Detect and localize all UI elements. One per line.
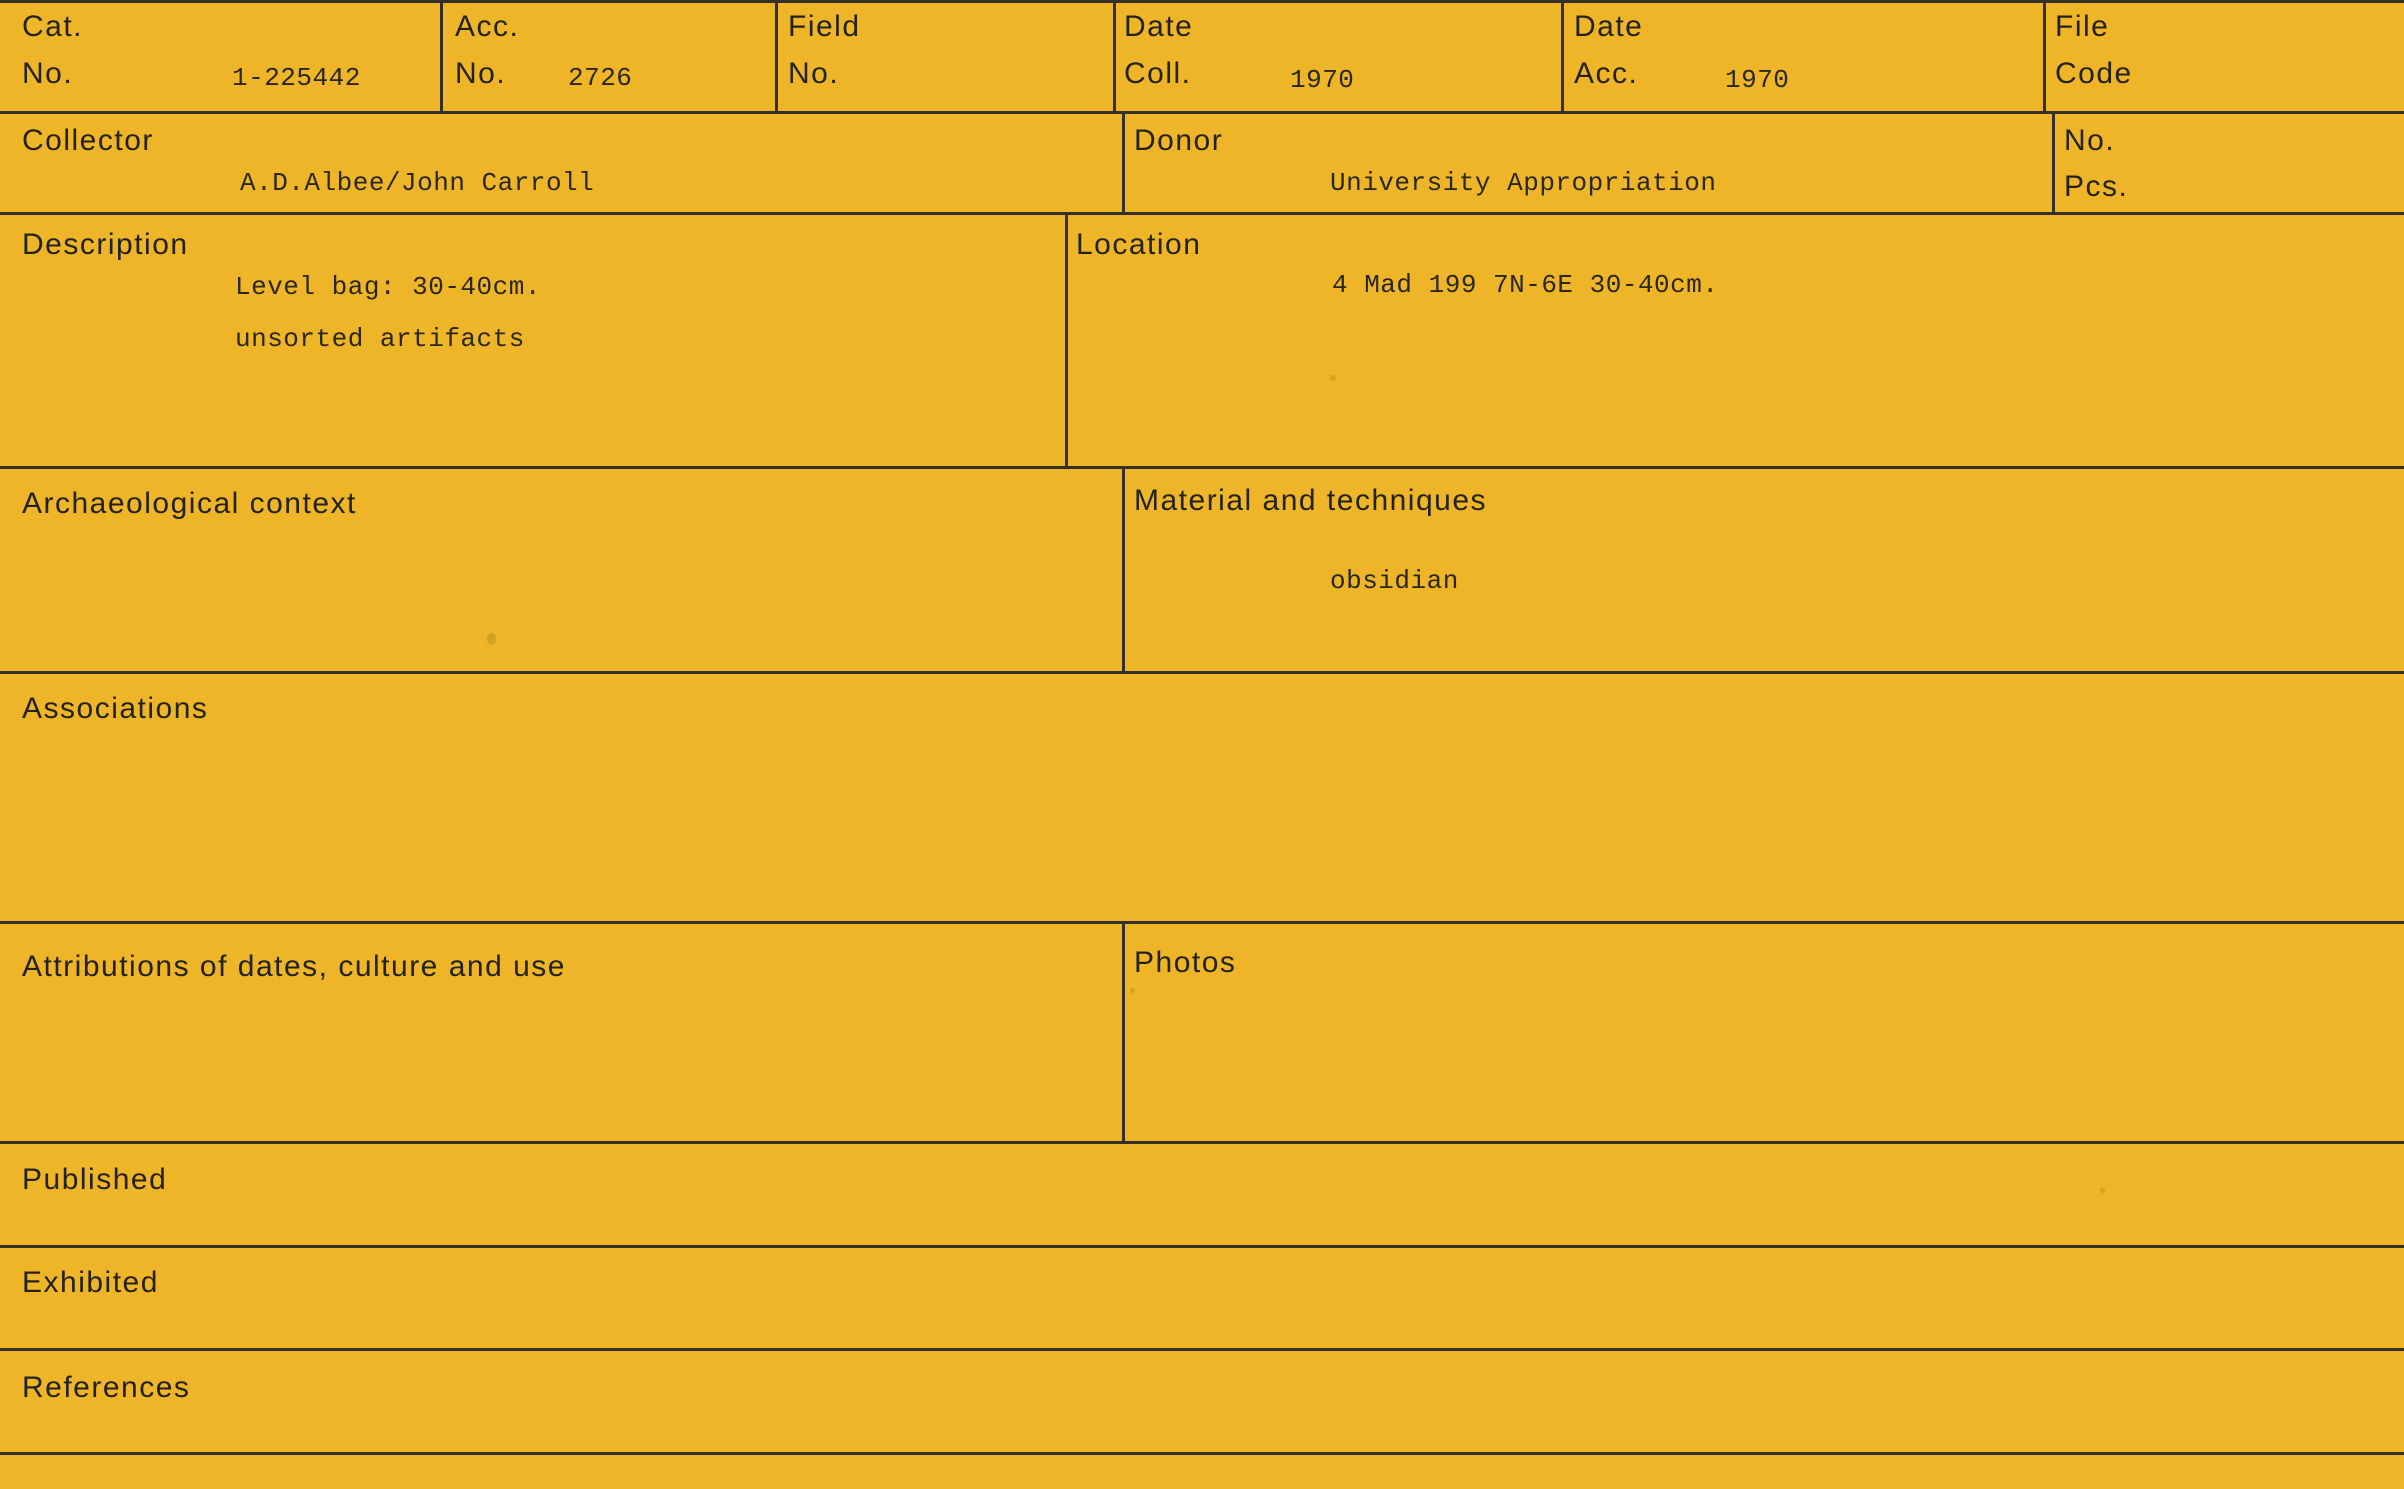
divider-description-location bbox=[1065, 212, 1068, 466]
location-value: 4 Mad 199 7N-6E 30-40cm. bbox=[1332, 270, 1719, 300]
rule-row3-bottom bbox=[0, 466, 2404, 469]
no-pcs-label-line2: Pcs. bbox=[2064, 170, 2129, 203]
description-value-line1: Level bag: 30-40cm. bbox=[235, 272, 541, 302]
cat-no-value: 1-225442 bbox=[232, 63, 361, 93]
photos-label: Photos bbox=[1134, 946, 1237, 979]
rule-row1-bottom bbox=[0, 111, 2404, 114]
published-label: Published bbox=[22, 1163, 168, 1196]
attributions-label: Attributions of dates, culture and use bbox=[22, 950, 566, 983]
paper-mark bbox=[487, 633, 496, 645]
cat-no-label-line1: Cat. bbox=[22, 10, 84, 43]
divider-collector-donor bbox=[1122, 111, 1125, 212]
acc-no-label-line1: Acc. bbox=[455, 10, 520, 43]
rule-row6-bottom bbox=[0, 1141, 2404, 1144]
acc-no-label-line2: No. bbox=[455, 57, 507, 90]
date-acc-label-line1: Date bbox=[1574, 10, 1644, 43]
date-coll-label-line1: Date bbox=[1124, 10, 1194, 43]
collector-label: Collector bbox=[22, 124, 154, 157]
paper-mark bbox=[2100, 1188, 2105, 1193]
date-acc-label-line2: Acc. bbox=[1574, 57, 1639, 90]
date-acc-value: 1970 bbox=[1725, 65, 1790, 95]
rule-bottom bbox=[0, 1452, 2404, 1455]
no-pcs-label-line1: No. bbox=[2064, 124, 2116, 157]
divider-donor-nopcs bbox=[2052, 111, 2055, 212]
rule-row7-bottom bbox=[0, 1245, 2404, 1248]
donor-value: University Appropriation bbox=[1330, 168, 1717, 198]
file-code-label-line1: File bbox=[2055, 10, 2110, 43]
archaeological-context-label: Archaeological context bbox=[22, 487, 357, 520]
exhibited-label: Exhibited bbox=[22, 1266, 159, 1299]
paper-mark bbox=[1130, 988, 1135, 993]
rule-row8-bottom bbox=[0, 1348, 2404, 1351]
field-no-label-line2: No. bbox=[788, 57, 840, 90]
divider-dateacc-filecode bbox=[2043, 0, 2046, 111]
paper-mark bbox=[1330, 375, 1336, 381]
divider-field-datecoll bbox=[1113, 0, 1116, 111]
references-label: References bbox=[22, 1371, 191, 1404]
rule-row5-bottom bbox=[0, 921, 2404, 924]
file-code-label-line2: Code bbox=[2055, 57, 2133, 90]
donor-label: Donor bbox=[1134, 124, 1224, 157]
date-coll-label-line2: Coll. bbox=[1124, 57, 1192, 90]
rule-row4-bottom bbox=[0, 671, 2404, 674]
field-no-label-line1: Field bbox=[788, 10, 861, 43]
description-value-line2: unsorted artifacts bbox=[235, 324, 525, 354]
location-label: Location bbox=[1076, 228, 1202, 261]
divider-datecoll-dateacc bbox=[1561, 0, 1564, 111]
divider-attributions-photos bbox=[1122, 921, 1125, 1141]
cat-no-label-line2: No. bbox=[22, 57, 74, 90]
acc-no-value: 2726 bbox=[568, 63, 633, 93]
associations-label: Associations bbox=[22, 692, 209, 725]
material-techniques-label: Material and techniques bbox=[1134, 484, 1488, 517]
material-techniques-value: obsidian bbox=[1330, 566, 1459, 596]
divider-cat-acc bbox=[440, 0, 443, 111]
collector-value: A.D.Albee/John Carroll bbox=[240, 168, 595, 198]
date-coll-value: 1970 bbox=[1290, 65, 1355, 95]
description-label: Description bbox=[22, 228, 189, 261]
divider-context-material bbox=[1122, 466, 1125, 671]
divider-acc-field bbox=[775, 0, 778, 111]
rule-row2-bottom bbox=[0, 212, 2404, 215]
